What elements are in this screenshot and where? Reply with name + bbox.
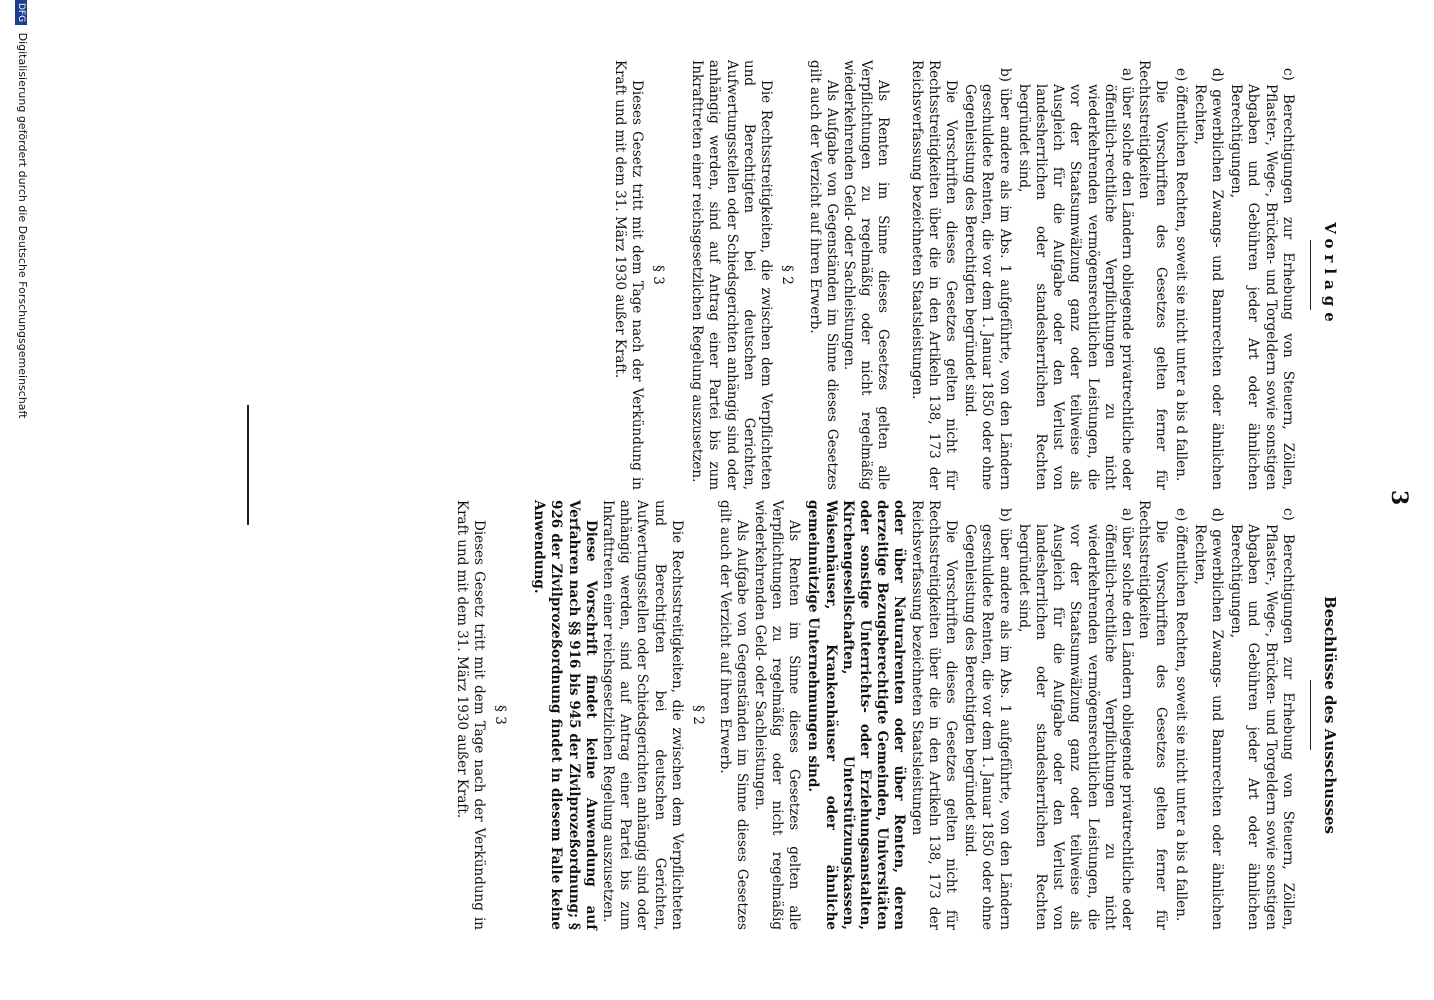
amendment-paragraph: oder über Naturalrenten oder über Renten, deren derzeitige Bezugsberechtigte Gemeinden, Universitäten oder sonstige Unterrichts- oder Erziehungsanstalten, Kirchengesellschaften, Unterstützungskassen, Waisenhäuser, Krankenhäuser oder ähnliche gemeinnützige Unternehmungen sind. [805, 500, 908, 930]
list-item: b) über andere als im Abs. 1 aufgeführte, von den Ländern geschuldete Renten, die vor dem 1. Januar 1850 oder ohne Gegenleistung des Berechtigten begründet sind. [962, 508, 1013, 930]
list-item: c) Berechtigungen zur Erhebung von Steuern, Zöllen, Pflaster-, Wege-, Brücken- und Torgeldern sowie sonstigen Abgaben und Gebühren jeder Art oder ähnlichen Berechtigungen, [1228, 68, 1296, 490]
paragraph: Die Rechtsstreitigkeiten, die zwischen dem Verpflichteten und Berechtigten bei deutschen Gerichten, Aufwertungsstellen oder Schiedsgerichten anhängig sind oder anhängig werden, sind auf Antrag einer Partei bis zum Inkrafttreten einer reichsgesetzlichen Regelung auszusetzen. [600, 500, 685, 930]
list-item: b) über andere als im Abs. 1 aufgeführte, von den Ländern geschuldete Renten, die vor dem 1. Januar 1850 oder ohne Gegenleistung des Berechtigten begründet sind. [962, 68, 1013, 490]
section-heading: § 3 [650, 265, 667, 285]
paragraph: Dieses Gesetz tritt mit dem Tage nach der Verkündung in Kraft und mit dem 31. März 1930 außer Kraft. [453, 500, 487, 930]
column-header: Vorlage [1321, 222, 1339, 328]
paragraph: Die Rechtsstreitigkeiten, die zwischen dem Verpflichteten und Berechtigten bei deutschen Gerichten, Aufwertungsstellen oder Schiedsgerichten anhängig sind oder anhängig werden, sind auf Antrag einer Partei bis zum Inkrafttreten einer reichsgesetzlichen Regelung auszusetzen. [689, 60, 775, 490]
column-vorlage [610, 60, 1338, 490]
list-item: e) öffentlichen Rechten, soweit sie nicht unter a bis d fallen. [1172, 68, 1189, 482]
list-item: d) gewerblichen Zwangs- und Bannrechten oder ähnlichen Rechten, [1191, 508, 1225, 930]
end-rule [247, 405, 249, 525]
paragraph: Die Vorschriften dieses Gesetzes gelten nicht für Rechtsstreitigkeiten über die in den Artikeln 138, 173 der Reichsverfassung bezeichneten Staatsleistungen [908, 500, 959, 930]
header-rule [1310, 680, 1311, 750]
list-item: a) über solche den Ländern obliegende privatrechtliche oder öffentlich-rechtliche Verpflichtungen zu nicht wiederkehrenden vermögensrechtlichen Leistungen, die vor der Staatsumwälzung ganz oder teilweise als Ausgleich für die Aufgabe oder den Verlust von landesherrlichen oder standesherrlichen Rechten begründet sind, [1015, 68, 1135, 490]
page-number: 3 [1386, 490, 1412, 506]
paragraph: Als Aufgabe von Gegenständen im Sinne dieses Gesetzes gilt auch der Verzicht auf ihren Erwerb. [806, 60, 840, 490]
section-heading: § 2 [779, 265, 796, 285]
paragraph: Die Vorschriften dieses Gesetzes gelten nicht für Rechtsstreitigkeiten über die in den Artikeln 138, 173 der Reichsverfassung bezeichneten Staatsleistungen. [908, 60, 959, 490]
digitization-footer [15, 0, 29, 1000]
column-header: Beschlüsse des Ausschusses [1321, 596, 1339, 834]
footer-text: Digitalisierung gefördert durch die Deutsche Forschungsgemeinschaft [16, 32, 29, 419]
paragraph: Die Vorschriften des Gesetzes gelten ferner für Rechtsstreitigkeiten [1136, 60, 1170, 490]
paragraph: Als Renten im Sinne dieses Gesetzes gelten alle Verpflichtungen zu regelmäßig oder nicht regelmäßig wiederkehrenden Geld- oder Sachleistungen. [751, 500, 803, 930]
paragraph: Als Renten im Sinne dieses Gesetzes gelten alle Verpflichtungen zu regelmäßig oder nicht regelmäßig wiederkehrenden Geld- oder Sachleistungen. [840, 60, 892, 490]
paragraph: Als Aufgabe von Gegenständen im Sinne dieses Gesetzes gilt auch der Verzicht auf ihren Erwerb. [717, 500, 751, 930]
list-item: a) über solche den Ländern obliegende privatrechtliche oder öffentlich-rechtliche Verpflichtungen zu nicht wiederkehrenden vermögensrechtlichen Leistungen, die vor der Staatsumwälzung ganz oder teilweise als Ausgleich für die Aufgabe oder den Verlust von landesherrlichen oder standesherrlichen Rechten begründet sind, [1015, 508, 1135, 930]
list-item: c) Berechtigungen zur Erhebung von Steuern, Zöllen, Pflaster-, Wege-, Brücken- und Torgeldern sowie sonstigen Abgaben und Gebühren jeder Art oder ähnlichen Berechtigungen, [1228, 508, 1296, 930]
paragraph: Die Vorschriften des Gesetzes gelten ferner für Rechtsstreitigkeiten [1136, 500, 1170, 930]
list-item: d) gewerblichen Zwangs- und Bannrechten oder ähnlichen Rechten, [1191, 68, 1225, 490]
header-rule [1310, 240, 1311, 310]
section-heading: § 2 [690, 705, 707, 725]
paragraph: Dieses Gesetz tritt mit dem Tage nach der Verkündung in Kraft und mit dem 31. März 1930 außer Kraft. [611, 60, 645, 490]
dfg-logo: DFG [15, 0, 27, 25]
column-ausschuss [452, 500, 1338, 930]
list-item: e) öffentlichen Rechten, soweit sie nicht unter a bis d fallen. [1172, 508, 1189, 922]
amendment-paragraph: Diese Vorschrift findet keine Anwendung auf Verfahren nach §§ 916 bis 945 der Zivilprozeßordnung; § 926 der Zivilprozeßordnung findet in diesem Falle keine Anwendung. [531, 500, 599, 930]
section-heading: § 3 [492, 705, 509, 725]
